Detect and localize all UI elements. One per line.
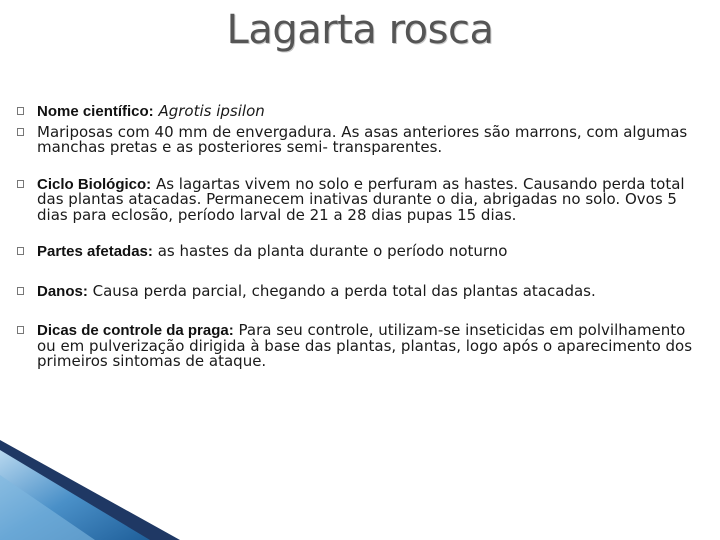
bullet-affected-parts [17,244,697,260]
bullet-list [17,104,697,370]
bullet-text: Para seu controle, utilizam-se inseticidas em polvilhamento ou em pulverização dirigida à base das plantas, plantas, logo após o aparecimento dos primeiros sintomas de ataque. [37,321,693,370]
bullet-label: Ciclo Biológico: [37,175,152,193]
bullet-box-icon [17,247,24,255]
corner-decoration [0,440,180,540]
bullet-box-icon [17,128,24,136]
bullet-text: Causa perda parcial, chegando a perda total das plantas atacadas. [92,281,596,300]
scientific-name: Agrotis ipsilon [158,102,265,120]
bullet-label: Nome científico: [37,103,154,120]
bullet-label: Dicas de controle da praga: [37,322,234,339]
bullet-life-cycle [17,174,697,224]
bullet-text: As lagartas vivem no solo e perfuram as hastes. Causando perda total das plantas atacadas. Permanecem inativas durante o dia, abrigadas no solo. Ovos 5 dias para eclosão, período larval de 21 a 28 dias pupas 15 dias. [37,174,685,224]
bullet-description [17,122,697,156]
bullet-box-icon [17,326,24,334]
slide-title: Lagarta rosca [226,7,494,53]
bullet-pest-control [17,323,697,370]
bullet-scientific-name [17,104,697,120]
bullet-label: Danos: [37,282,88,300]
bullet-label: Partes afetadas: [37,243,153,260]
bullet-box-icon [17,287,24,295]
bullet-box-icon [17,180,24,188]
bullet-text: Mariposas com 40 mm de envergadura. As asas anteriores são marrons, com algumas manchas pretas e as posteriores semi- transparentes. [37,122,688,156]
bullet-text: as hastes da planta durante o período noturno [157,242,508,260]
bullet-box-icon [17,107,24,115]
bullet-damage [17,281,697,300]
